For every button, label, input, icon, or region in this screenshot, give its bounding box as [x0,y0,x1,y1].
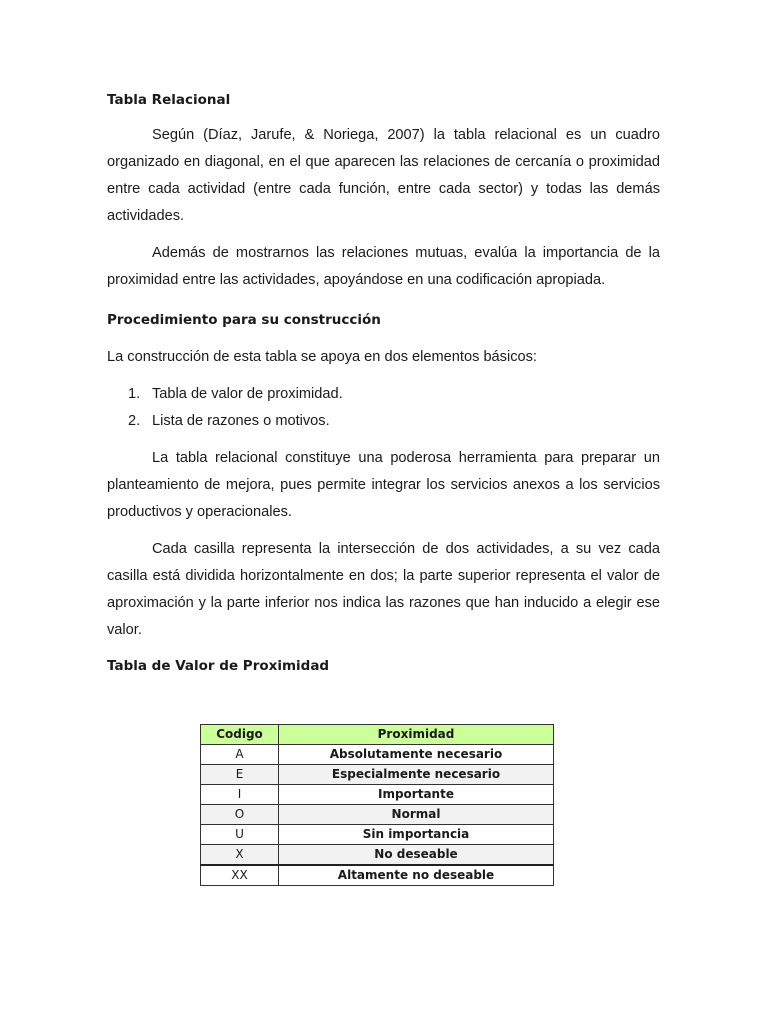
header-proximity: Proximidad [279,725,554,745]
table-row [201,825,554,845]
table-row [201,785,554,805]
cell-code: U [201,825,279,845]
list-item-number: 2. [128,413,141,429]
list-item [107,381,660,408]
table-row [201,865,554,886]
cell-code: XX [201,865,279,886]
list-item-number: 1. [128,386,141,402]
cell-proximity: Altamente no deseable [279,865,554,886]
cell-code: E [201,765,279,785]
cell-code: X [201,845,279,866]
heading-procedimiento: Procedimiento para su construcción [107,312,381,328]
heading-tabla-relacional: Tabla Relacional [107,92,231,108]
cell-code: I [201,785,279,805]
cell-proximity: No deseable [279,845,554,866]
header-code: Codigo [201,725,279,745]
table-header-row [201,725,554,745]
heading-tabla-valor: Tabla de Valor de Proximidad [107,658,330,674]
list-item-text: Tabla de valor de proximidad. [152,386,343,402]
cell-code: O [201,805,279,825]
table-row [201,745,554,765]
paragraph-definition: Según (Díaz, Jarufe, & Noriega, 2007) la tabla relacional es un cuadro organizado en diagonal, en el que aparecen las relaciones de cercanía o proximidad entre cada actividad (entre cada función, entre cada sector) y todas las demás actividades. [107,127,660,224]
paragraph-cell: Cada casilla representa la intersección de dos actividades, a su vez cada casilla está dividida horizontalmente en dos; la parte superior representa el valor de aproximación y la parte inferior nos indica las razones que han inducido a elegir ese valor. [107,541,660,638]
elements-list [107,381,660,435]
paragraph-mutual-relations: Además de mostrarnos las relaciones mutuas, evalúa la importancia de la proximidad entre las actividades, apoyándose en una codificación apropiada. [107,245,660,288]
cell-proximity: Sin importancia [279,825,554,845]
document-page [107,88,660,678]
paragraph-tool: La tabla relacional constituye una poderosa herramienta para preparar un planteamiento de mejora, pues permite integrar los servicios anexos a los servicios productivos y operacionales. [107,450,660,520]
table-row [201,845,554,866]
cell-proximity: Especialmente necesario [279,765,554,785]
table-row [201,805,554,825]
cell-proximity: Importante [279,785,554,805]
cell-proximity: Absolutamente necesario [279,745,554,765]
paragraph-intro: La construcción de esta tabla se apoya en dos elementos básicos: [107,349,537,365]
list-item-text: Lista de razones o motivos. [152,413,330,429]
proximity-table [200,724,554,886]
cell-proximity: Normal [279,805,554,825]
cell-code: A [201,745,279,765]
list-item [107,408,660,435]
table-row [201,765,554,785]
